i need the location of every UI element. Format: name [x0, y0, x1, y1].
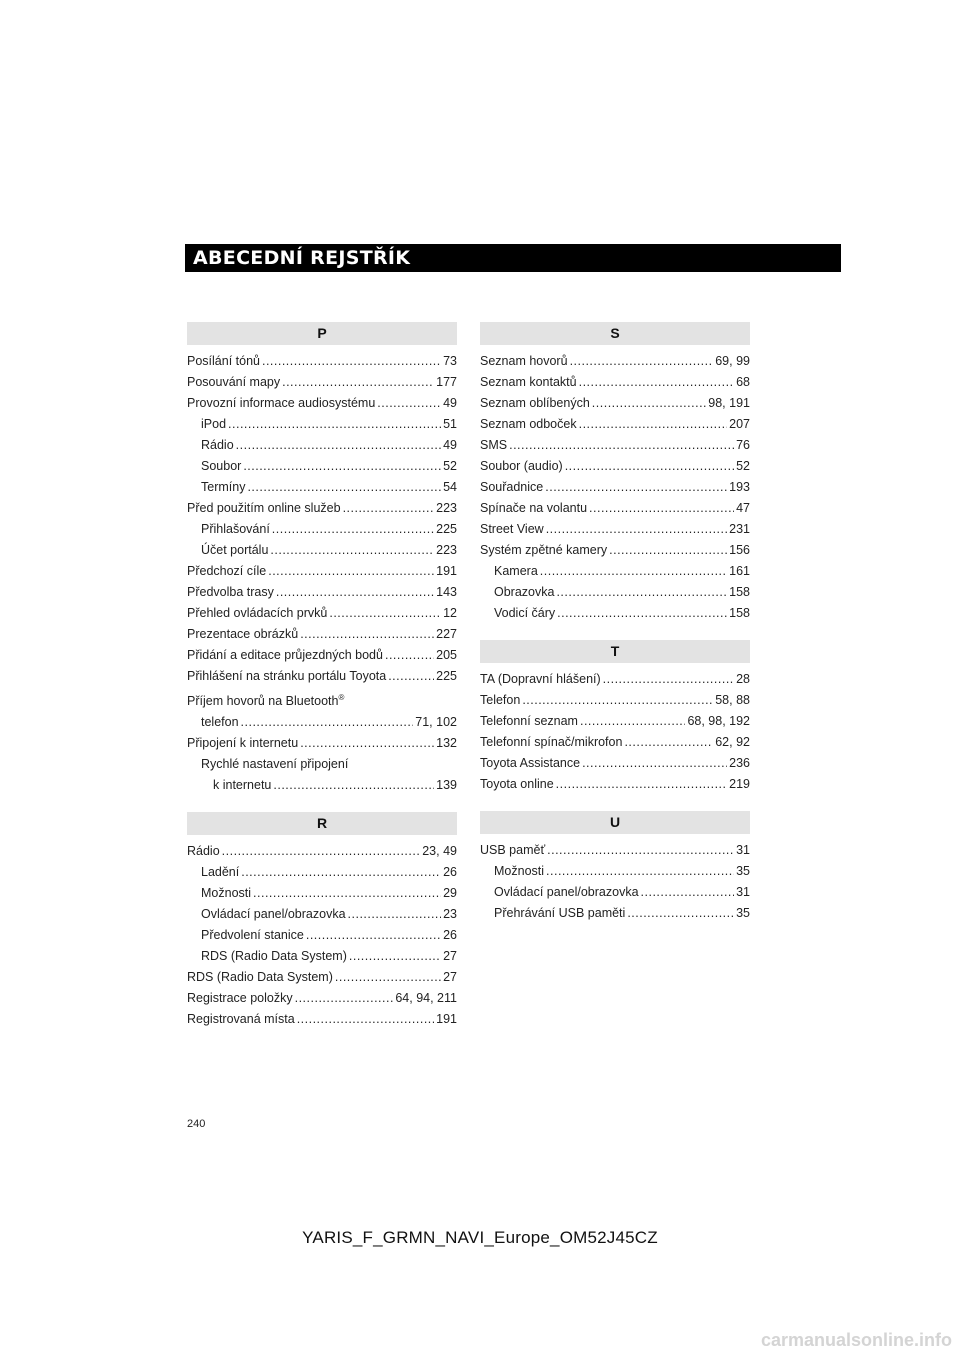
dot-leader [306, 925, 441, 946]
dot-leader [627, 903, 734, 924]
entry-term: Seznam kontaktů [480, 375, 577, 389]
entry-term: RDS (Radio Data System) [187, 970, 333, 985]
index-entry[interactable] [187, 624, 457, 645]
dot-leader [522, 690, 713, 711]
entry-term: Přihlašování [201, 522, 270, 536]
index-entry[interactable] [480, 774, 750, 795]
index-entry[interactable] [187, 435, 457, 456]
entry-term: Ovládací panel/obrazovka [201, 907, 346, 922]
entry-page-ref: 47 [736, 501, 750, 515]
index-entry[interactable] [187, 603, 457, 624]
index-entry[interactable] [187, 414, 457, 435]
index-entry[interactable] [187, 561, 457, 582]
entry-term: Rychlé nastavení připojení [201, 757, 349, 772]
dot-leader [556, 774, 727, 795]
entry-page-ref: 76 [736, 438, 750, 452]
dot-leader [609, 540, 727, 561]
dot-leader [589, 498, 734, 519]
entry-term: Provozní informace audiosystému [187, 396, 376, 410]
entry-term: Příjem hovorů na Bluetooth [187, 694, 339, 709]
entry-term: Ladění [201, 865, 240, 880]
index-entry[interactable] [480, 372, 750, 393]
index-entry[interactable] [187, 925, 457, 946]
entry-term: Telefonní seznam [480, 714, 578, 728]
entry-page-ref: 31 [736, 885, 750, 899]
entry-page-ref: 51 [443, 417, 457, 431]
entry-term: Předvolba trasy [187, 585, 274, 599]
index-entry[interactable] [480, 690, 750, 711]
dot-leader [241, 862, 441, 883]
entry-page-ref: 31 [736, 843, 750, 857]
entry-term: Přihlášení na stránku portálu Toyota [187, 669, 387, 683]
index-entry[interactable] [480, 882, 750, 903]
entry-term: Kamera [494, 564, 538, 578]
entry-page-ref: 23 [443, 907, 457, 922]
index-column-left [187, 322, 457, 1030]
entry-term: Přidání a editace průjezdných bodů [187, 648, 383, 662]
index-entry[interactable] [187, 775, 457, 796]
dot-leader [579, 414, 728, 435]
section-letter-heading: R [187, 812, 457, 835]
dot-leader [343, 498, 435, 519]
entry-term: Toyota Assistance [480, 756, 581, 770]
entry-term: Přehrávání USB paměti [494, 906, 626, 920]
entry-page-ref: 236 [729, 756, 750, 770]
section-letter-heading: T [480, 640, 750, 663]
section-letter-heading: P [187, 322, 457, 345]
index-entry[interactable] [187, 1009, 457, 1030]
index-entry[interactable] [187, 666, 457, 687]
entry-page-ref: 62, 92 [715, 735, 750, 749]
index-entry[interactable] [187, 498, 457, 519]
entry-term: SMS [480, 438, 508, 452]
dot-leader [300, 624, 434, 645]
entry-page-ref: 227 [436, 627, 457, 641]
entry-page-ref: 27 [443, 949, 457, 964]
entry-term: Ovládací panel/obrazovka [494, 885, 639, 899]
dot-leader [385, 645, 434, 666]
dot-leader [547, 840, 734, 861]
entry-term: Posouvání mapy [187, 375, 281, 389]
entry-term: Telefon [480, 693, 521, 707]
entry-term: Registrace položky [187, 991, 293, 1006]
entry-term: Možnosti [201, 886, 252, 901]
site-watermark: carmanualsonline.info [760, 1330, 952, 1350]
dot-leader [565, 456, 734, 477]
entry-page-ref: 28 [736, 672, 750, 686]
entry-page-ref: 26 [443, 928, 457, 943]
entry-page-ref: 68 [736, 375, 750, 389]
index-entry[interactable] [480, 840, 750, 861]
dot-leader [556, 582, 727, 603]
entry-term: Prezentace obrázků [187, 627, 299, 641]
dot-leader [592, 393, 706, 414]
index-entry[interactable] [480, 669, 750, 690]
entry-page-ref: 139 [436, 778, 457, 793]
index-entry[interactable] [480, 732, 750, 753]
entry-term: Rádio [201, 438, 234, 452]
entry-page-ref: 205 [436, 648, 457, 662]
entry-page-ref: 158 [729, 585, 750, 599]
index-entry[interactable] [187, 372, 457, 393]
entry-term: TA (Dopravní hlášení) [480, 672, 601, 686]
entry-page-ref: 68, 98, 192 [687, 714, 750, 728]
entry-term: Předvolení stanice [201, 928, 304, 943]
index-entry[interactable] [187, 582, 457, 603]
entry-page-ref: 223 [436, 501, 457, 515]
index-entry-heading-line [187, 754, 457, 775]
entry-term: Účet portálu [201, 543, 269, 557]
dot-leader [268, 561, 434, 582]
index-section-t [480, 640, 750, 795]
entry-term: k internetu [213, 778, 272, 793]
index-entry[interactable] [187, 841, 457, 862]
entry-page-ref: 35 [736, 906, 750, 920]
dot-leader [262, 351, 441, 372]
dot-leader [300, 733, 434, 754]
index-entry[interactable] [187, 351, 457, 372]
index-entry[interactable] [187, 712, 457, 733]
dot-leader [557, 603, 727, 624]
entry-page-ref: 71, 102 [415, 715, 457, 730]
entry-page-ref: 231 [729, 522, 750, 536]
dot-leader [253, 883, 441, 904]
dot-leader [276, 582, 434, 603]
index-entry[interactable] [187, 733, 457, 754]
index-entry[interactable] [480, 903, 750, 924]
entry-page-ref: 225 [436, 669, 457, 683]
entry-page-ref: 207 [729, 417, 750, 431]
section-letter-heading: U [480, 811, 750, 834]
entry-page-ref: 23, 49 [422, 844, 457, 859]
index-entry[interactable] [480, 414, 750, 435]
entry-page-ref: 49 [443, 396, 457, 410]
entry-term: Toyota online [480, 777, 554, 791]
dot-leader [243, 456, 441, 477]
dot-leader [236, 435, 441, 456]
entry-page-ref: 35 [736, 864, 750, 878]
index-entry[interactable] [187, 946, 457, 967]
section-letter-heading: S [480, 322, 750, 345]
dot-leader [282, 372, 434, 393]
index-entry[interactable] [187, 904, 457, 925]
entry-term: USB paměť [480, 843, 546, 857]
entry-term: Registrovaná místa [187, 1012, 295, 1027]
entry-page-ref: 193 [729, 480, 750, 494]
entry-term: Posílání tónů [187, 354, 260, 368]
entry-term: Spínače na volantu [480, 501, 588, 515]
entry-term: Termíny [201, 480, 246, 494]
dot-leader [349, 946, 441, 967]
dot-leader [329, 603, 441, 624]
index-entry[interactable] [187, 967, 457, 988]
entry-page-ref: 69, 99 [715, 354, 750, 368]
index-entry[interactable] [187, 862, 457, 883]
index-section-s [480, 322, 750, 624]
registered-mark: ® [338, 693, 345, 702]
index-entry[interactable] [480, 498, 750, 519]
dot-leader [222, 841, 421, 862]
entry-term: Seznam odboček [480, 417, 577, 431]
dot-leader [247, 477, 441, 498]
index-entry[interactable] [187, 477, 457, 498]
index-entry[interactable] [187, 988, 457, 1009]
entry-page-ref: 161 [729, 564, 750, 578]
entry-page-ref: 177 [436, 375, 457, 389]
entry-term: Street View [480, 522, 544, 536]
index-entry[interactable] [480, 393, 750, 414]
entry-page-ref: 158 [729, 606, 750, 620]
entry-page-ref: 143 [436, 585, 457, 599]
entry-page-ref: 191 [436, 1012, 457, 1027]
index-entry[interactable] [187, 456, 457, 477]
dot-leader [335, 967, 441, 988]
entry-term: Seznam hovorů [480, 354, 568, 368]
entry-term: Soubor [201, 459, 242, 473]
document-code-footer: YARIS_F_GRMN_NAVI_Europe_OM52J45CZ [302, 1228, 658, 1247]
entry-page-ref: 49 [443, 438, 457, 452]
dot-leader [273, 775, 434, 796]
dot-leader [624, 732, 713, 753]
index-entry[interactable] [480, 711, 750, 732]
dot-leader [297, 1009, 434, 1030]
entry-term: Možnosti [494, 864, 545, 878]
index-entry[interactable] [480, 351, 750, 372]
index-entry[interactable] [480, 561, 750, 582]
index-entry[interactable] [480, 519, 750, 540]
dot-leader [388, 666, 434, 687]
dot-leader [295, 988, 394, 1009]
entry-page-ref: 223 [436, 543, 457, 557]
dot-leader [270, 540, 434, 561]
index-entry[interactable] [187, 540, 457, 561]
entry-page-ref: 58, 88 [715, 693, 750, 707]
dot-leader [545, 477, 727, 498]
entry-term: Předchozí cíle [187, 564, 267, 578]
index-entry[interactable] [187, 519, 457, 540]
entry-page-ref: 225 [436, 522, 457, 536]
dot-leader [546, 861, 734, 882]
entry-page-ref: 27 [443, 970, 457, 985]
entry-term: Seznam oblíbených [480, 396, 590, 410]
dot-leader [579, 372, 735, 393]
page-number: 240 [187, 1118, 206, 1130]
index-column-right [480, 322, 750, 924]
entry-term: Obrazovka [494, 585, 555, 599]
entry-term: Soubor (audio) [480, 459, 563, 473]
index-entry[interactable] [480, 435, 750, 456]
entry-term: Připojení k internetu [187, 736, 299, 751]
dot-leader [641, 882, 735, 903]
dot-leader [509, 435, 734, 456]
entry-term: telefon [201, 715, 239, 730]
dot-leader [570, 351, 714, 372]
entry-term: Vodicí čáry [494, 606, 556, 620]
index-entry[interactable] [480, 861, 750, 882]
index-title-banner: ABECEDNÍ REJSTŘÍK [185, 244, 841, 272]
index-entry-heading-line [187, 687, 457, 712]
entry-term: Před použitím online služeb [187, 501, 341, 515]
entry-page-ref: 64, 94, 211 [395, 991, 457, 1006]
entry-term: iPod [201, 417, 227, 431]
entry-page-ref: 12 [443, 606, 457, 620]
dot-leader [377, 393, 441, 414]
index-entry[interactable] [187, 883, 457, 904]
dot-leader [348, 904, 442, 925]
entry-page-ref: 52 [736, 459, 750, 473]
entry-page-ref: 73 [443, 354, 457, 368]
index-entry[interactable] [480, 753, 750, 774]
entry-page-ref: 156 [729, 543, 750, 557]
entry-page-ref: 191 [436, 564, 457, 578]
index-entry[interactable] [480, 540, 750, 561]
entry-page-ref: 54 [443, 480, 457, 494]
entry-page-ref: 26 [443, 865, 457, 880]
index-section-r [187, 812, 457, 1030]
entry-term: Souřadnice [480, 480, 544, 494]
index-entry[interactable] [187, 393, 457, 414]
entry-page-ref: 132 [436, 736, 457, 751]
dot-leader [603, 669, 734, 690]
entry-term: Telefonní spínač/mikrofon [480, 735, 623, 749]
entry-term: Přehled ovládacích prvků [187, 606, 328, 620]
index-section-p [187, 322, 457, 796]
entry-term: Rádio [187, 844, 220, 859]
index-entry[interactable] [187, 645, 457, 666]
entry-page-ref: 98, 191 [708, 396, 750, 410]
index-entry[interactable] [480, 582, 750, 603]
entry-page-ref: 219 [729, 777, 750, 791]
entry-page-ref: 52 [443, 459, 457, 473]
index-entry[interactable] [480, 477, 750, 498]
entry-page-ref: 29 [443, 886, 457, 901]
index-entry[interactable] [480, 603, 750, 624]
dot-leader [272, 519, 434, 540]
index-section-u [480, 811, 750, 924]
dot-leader [580, 711, 685, 732]
dot-leader [228, 414, 441, 435]
dot-leader [540, 561, 727, 582]
dot-leader [241, 712, 414, 733]
index-entry[interactable] [480, 456, 750, 477]
dot-leader [582, 753, 727, 774]
dot-leader [546, 519, 727, 540]
entry-term: Systém zpětné kamery [480, 543, 608, 557]
entry-term: RDS (Radio Data System) [201, 949, 347, 964]
